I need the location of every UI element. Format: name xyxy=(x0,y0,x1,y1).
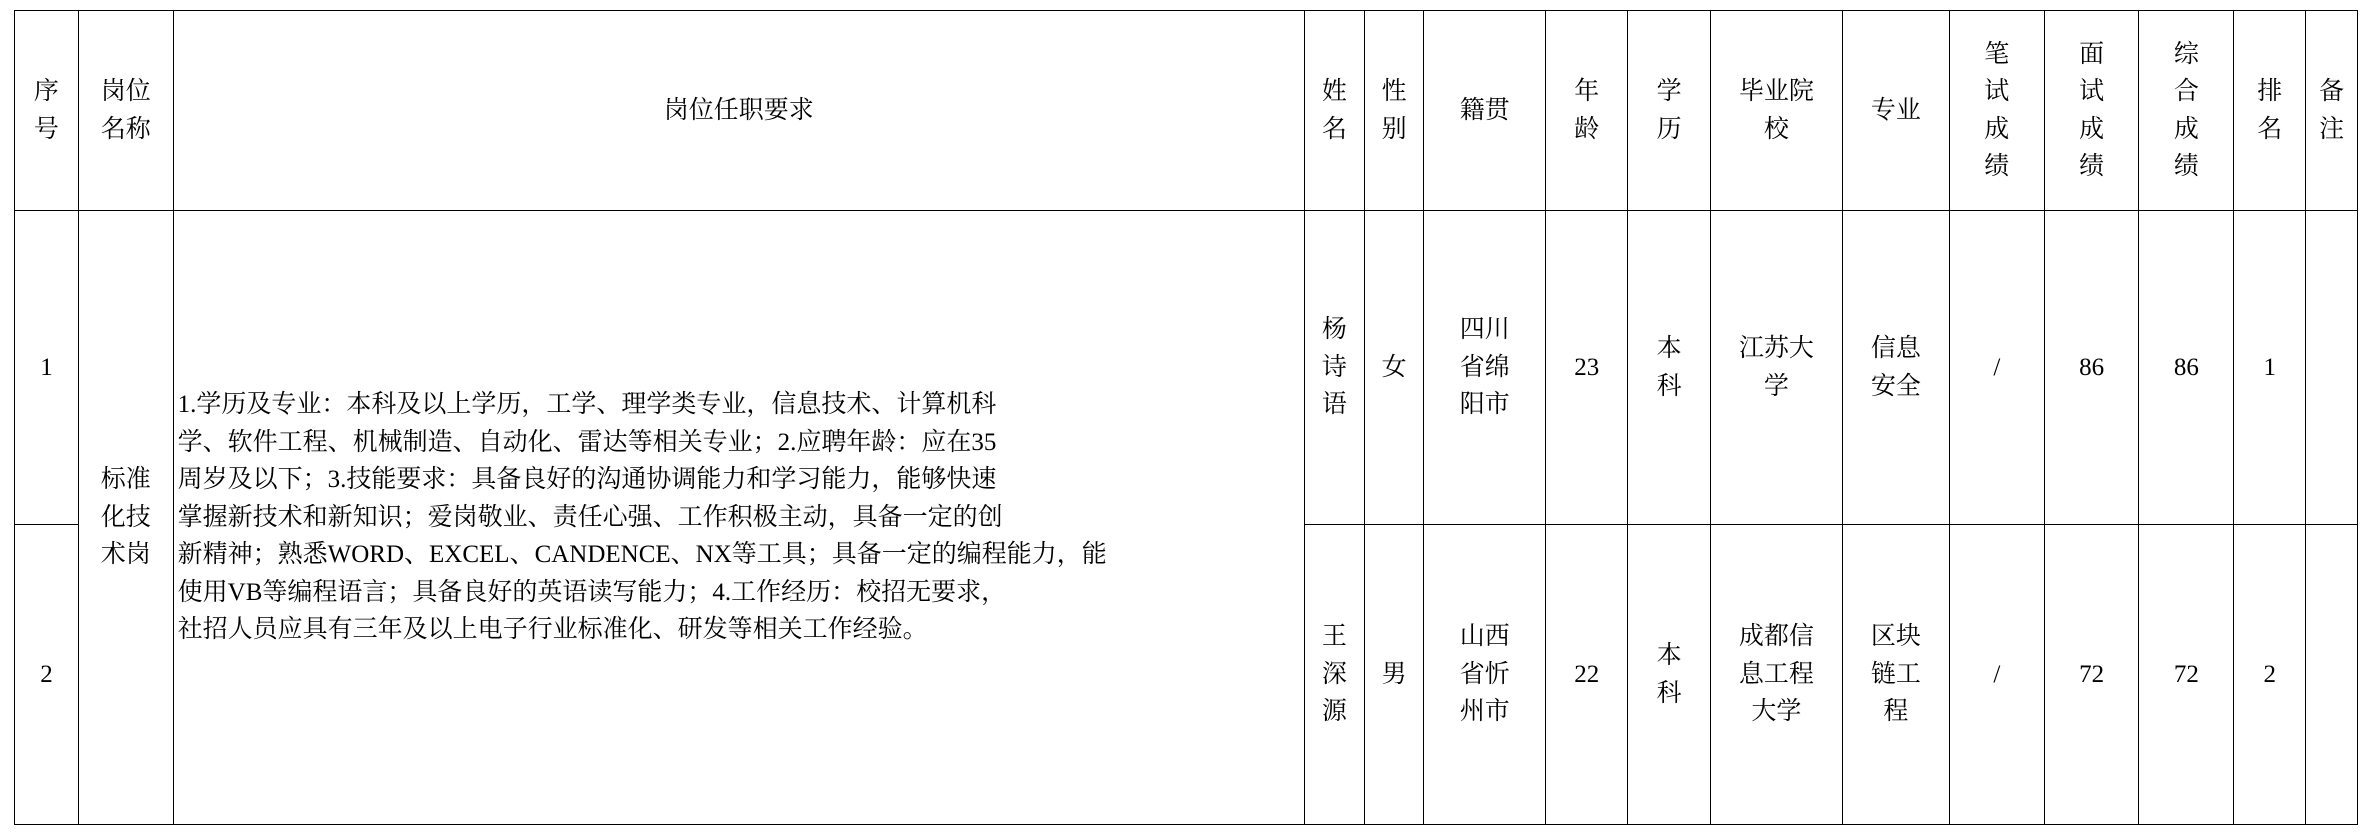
cell-gender: 女 xyxy=(1364,211,1424,525)
column-header-native-place: 籍贯 xyxy=(1424,11,1546,211)
cell-age: 22 xyxy=(1546,525,1628,825)
cell-seq: 1 xyxy=(15,211,79,525)
cell-remark xyxy=(2306,525,2358,825)
cell-interview-score: 86 xyxy=(2044,211,2139,525)
cell-rank: 2 xyxy=(2234,525,2306,825)
cell-rank: 1 xyxy=(2234,211,2306,525)
cell-name: 杨 诗 语 xyxy=(1304,211,1364,525)
cell-remark xyxy=(2306,211,2358,525)
table-header-row xyxy=(15,11,2358,211)
requirements-line: 学、软件工程、机械制造、自动化、雷达等相关专业；2.应聘年龄：应在35 xyxy=(177,428,997,456)
column-header-education: 学 历 xyxy=(1628,11,1710,211)
cell-age: 23 xyxy=(1546,211,1628,525)
cell-written-score: / xyxy=(1949,211,2044,525)
column-header-age: 年 龄 xyxy=(1546,11,1628,211)
column-header-remark: 备 注 xyxy=(2306,11,2358,211)
cell-post-name: 标准 化技 术岗 xyxy=(78,211,173,825)
requirements-line: 社招人员应具有三年及以上电子行业标准化、研发等相关工作经验。 xyxy=(177,616,928,644)
cell-gender: 男 xyxy=(1364,525,1424,825)
column-header-written-score: 笔 试 成 绩 xyxy=(1949,11,2044,211)
column-header-major: 专业 xyxy=(1842,11,1949,211)
column-header-requirements: 岗位任职要求 xyxy=(173,11,1304,211)
column-header-rank: 排 名 xyxy=(2234,11,2306,211)
cell-native-place: 山西 省忻 州市 xyxy=(1424,525,1546,825)
column-header-seq: 序 号 xyxy=(15,11,79,211)
cell-total-score: 86 xyxy=(2139,211,2234,525)
cell-requirements xyxy=(173,211,1304,825)
column-header-name: 姓 名 xyxy=(1304,11,1364,211)
requirements-line: 1.学历及专业：本科及以上学历，工学、理学类专业，信息技术、计算机科 xyxy=(177,391,997,419)
cell-seq: 2 xyxy=(15,525,79,825)
column-header-total-score: 综 合 成 绩 xyxy=(2139,11,2234,211)
cell-total-score: 72 xyxy=(2139,525,2234,825)
column-header-gender: 性 别 xyxy=(1364,11,1424,211)
cell-education: 本 科 xyxy=(1628,525,1710,825)
cell-major: 区块 链工 程 xyxy=(1842,525,1949,825)
table-row xyxy=(15,211,2358,525)
candidate-results-table xyxy=(14,10,2358,825)
cell-education: 本 科 xyxy=(1628,211,1710,525)
requirements-line: 新精神；熟悉WORD、EXCEL、CANDENCE、NX等工具；具备一定的编程能力，能 xyxy=(177,541,1107,569)
cell-school: 江苏大 学 xyxy=(1710,211,1842,525)
requirements-line: 使用VB等编程语言；具备良好的英语读写能力；4.工作经历：校招无要求， xyxy=(177,578,1007,606)
column-header-school: 毕业院 校 xyxy=(1710,11,1842,211)
cell-school: 成都信 息工程 大学 xyxy=(1710,525,1842,825)
column-header-post-name: 岗位 名称 xyxy=(78,11,173,211)
column-header-interview-score: 面 试 成 绩 xyxy=(2044,11,2139,211)
requirements-line: 周岁及以下；3.技能要求：具备良好的沟通协调能力和学习能力，能够快速 xyxy=(177,466,997,494)
cell-interview-score: 72 xyxy=(2044,525,2139,825)
requirements-line: 掌握新技术和新知识；爱岗敬业、责任心强、工作积极主动，具备一定的创 xyxy=(177,503,1003,531)
cell-written-score: / xyxy=(1949,525,2044,825)
cell-major: 信息 安全 xyxy=(1842,211,1949,525)
cell-name: 王 深 源 xyxy=(1304,525,1364,825)
cell-native-place: 四川 省绵 阳市 xyxy=(1424,211,1546,525)
